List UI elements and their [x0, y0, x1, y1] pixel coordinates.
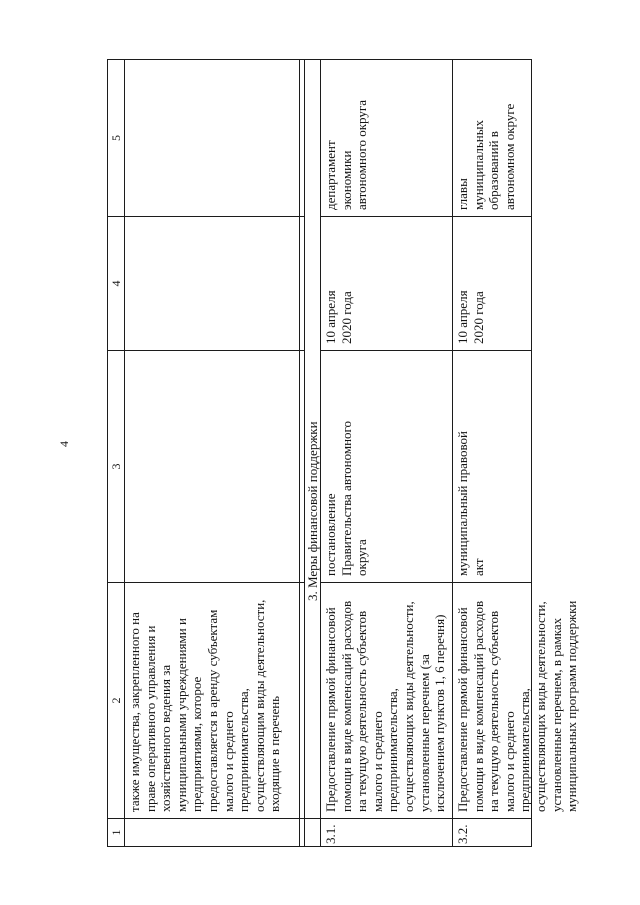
col-3-border-bottom	[320, 350, 532, 351]
row-3-1-deadline: 10 апреля 2020 года	[323, 290, 354, 344]
row-3-1-measure: Предоставление прямой финансовой помощи в виде компенсаций расходов на текущую деятельность субъектов малого и среднего предпринимательства, осуществляющих виды деятельности, установленные перечнем (за исключением пунктов 1, 6 перечня)	[323, 600, 448, 812]
continued-row-measure: также имущества, закрепленного на праве оперативного управления и хозяйственного ведения за муниципальными учреждениями и предприятиями, которое предоставляется в аренду субъектам малого и среднего предпринимательства, осуществляющим виды деятельности, входящие в перечень	[127, 599, 283, 812]
header-col-2: 2	[109, 697, 123, 704]
col-2-border-bottom	[320, 582, 532, 583]
row-3-2-measure: Предоставление прямой финансовой помощи в виде компенсаций расходов на текущую деятельность субъектов малого и среднего предпринимательства, осуществляющих виды деятельности, установленные перечнем, в рамках муниципальных программ поддержки	[455, 600, 580, 812]
row-3-2-number: 3.2.	[455, 824, 470, 844]
row-3-1-bottom-border	[452, 59, 453, 847]
col-2-border-top	[107, 582, 305, 583]
header-col-1: 1	[109, 829, 123, 836]
section-title: 3. Меры финансовой поддержки	[305, 421, 320, 601]
header-col-5: 5	[109, 135, 123, 141]
row-3-2-form: муниципальный правовой акт	[455, 431, 486, 576]
table-left-border	[107, 846, 532, 847]
measures-table	[107, 59, 580, 847]
col-4-border-bottom	[320, 216, 532, 217]
row-3-1-number: 3.1.	[323, 824, 338, 844]
row-3-2-deadline: 10 апреля 2020 года	[455, 290, 486, 344]
header-col-4: 4	[109, 280, 123, 287]
table-right-border	[107, 59, 532, 60]
page-number: 4	[57, 441, 71, 447]
row-3-1-form: постановление Правительства автономного округа	[323, 420, 370, 576]
header-bottom-border	[124, 59, 125, 847]
row-3-2-responsible: главы муниципальных образований в автономном округе	[455, 103, 517, 210]
col-3-border-top	[107, 350, 305, 351]
continued-row-bottom-border	[299, 59, 300, 847]
col-4-border-top	[107, 216, 305, 217]
header-col-3: 3	[109, 463, 123, 470]
row-3-1-responsible: департамент экономики автономного округа	[323, 100, 370, 210]
